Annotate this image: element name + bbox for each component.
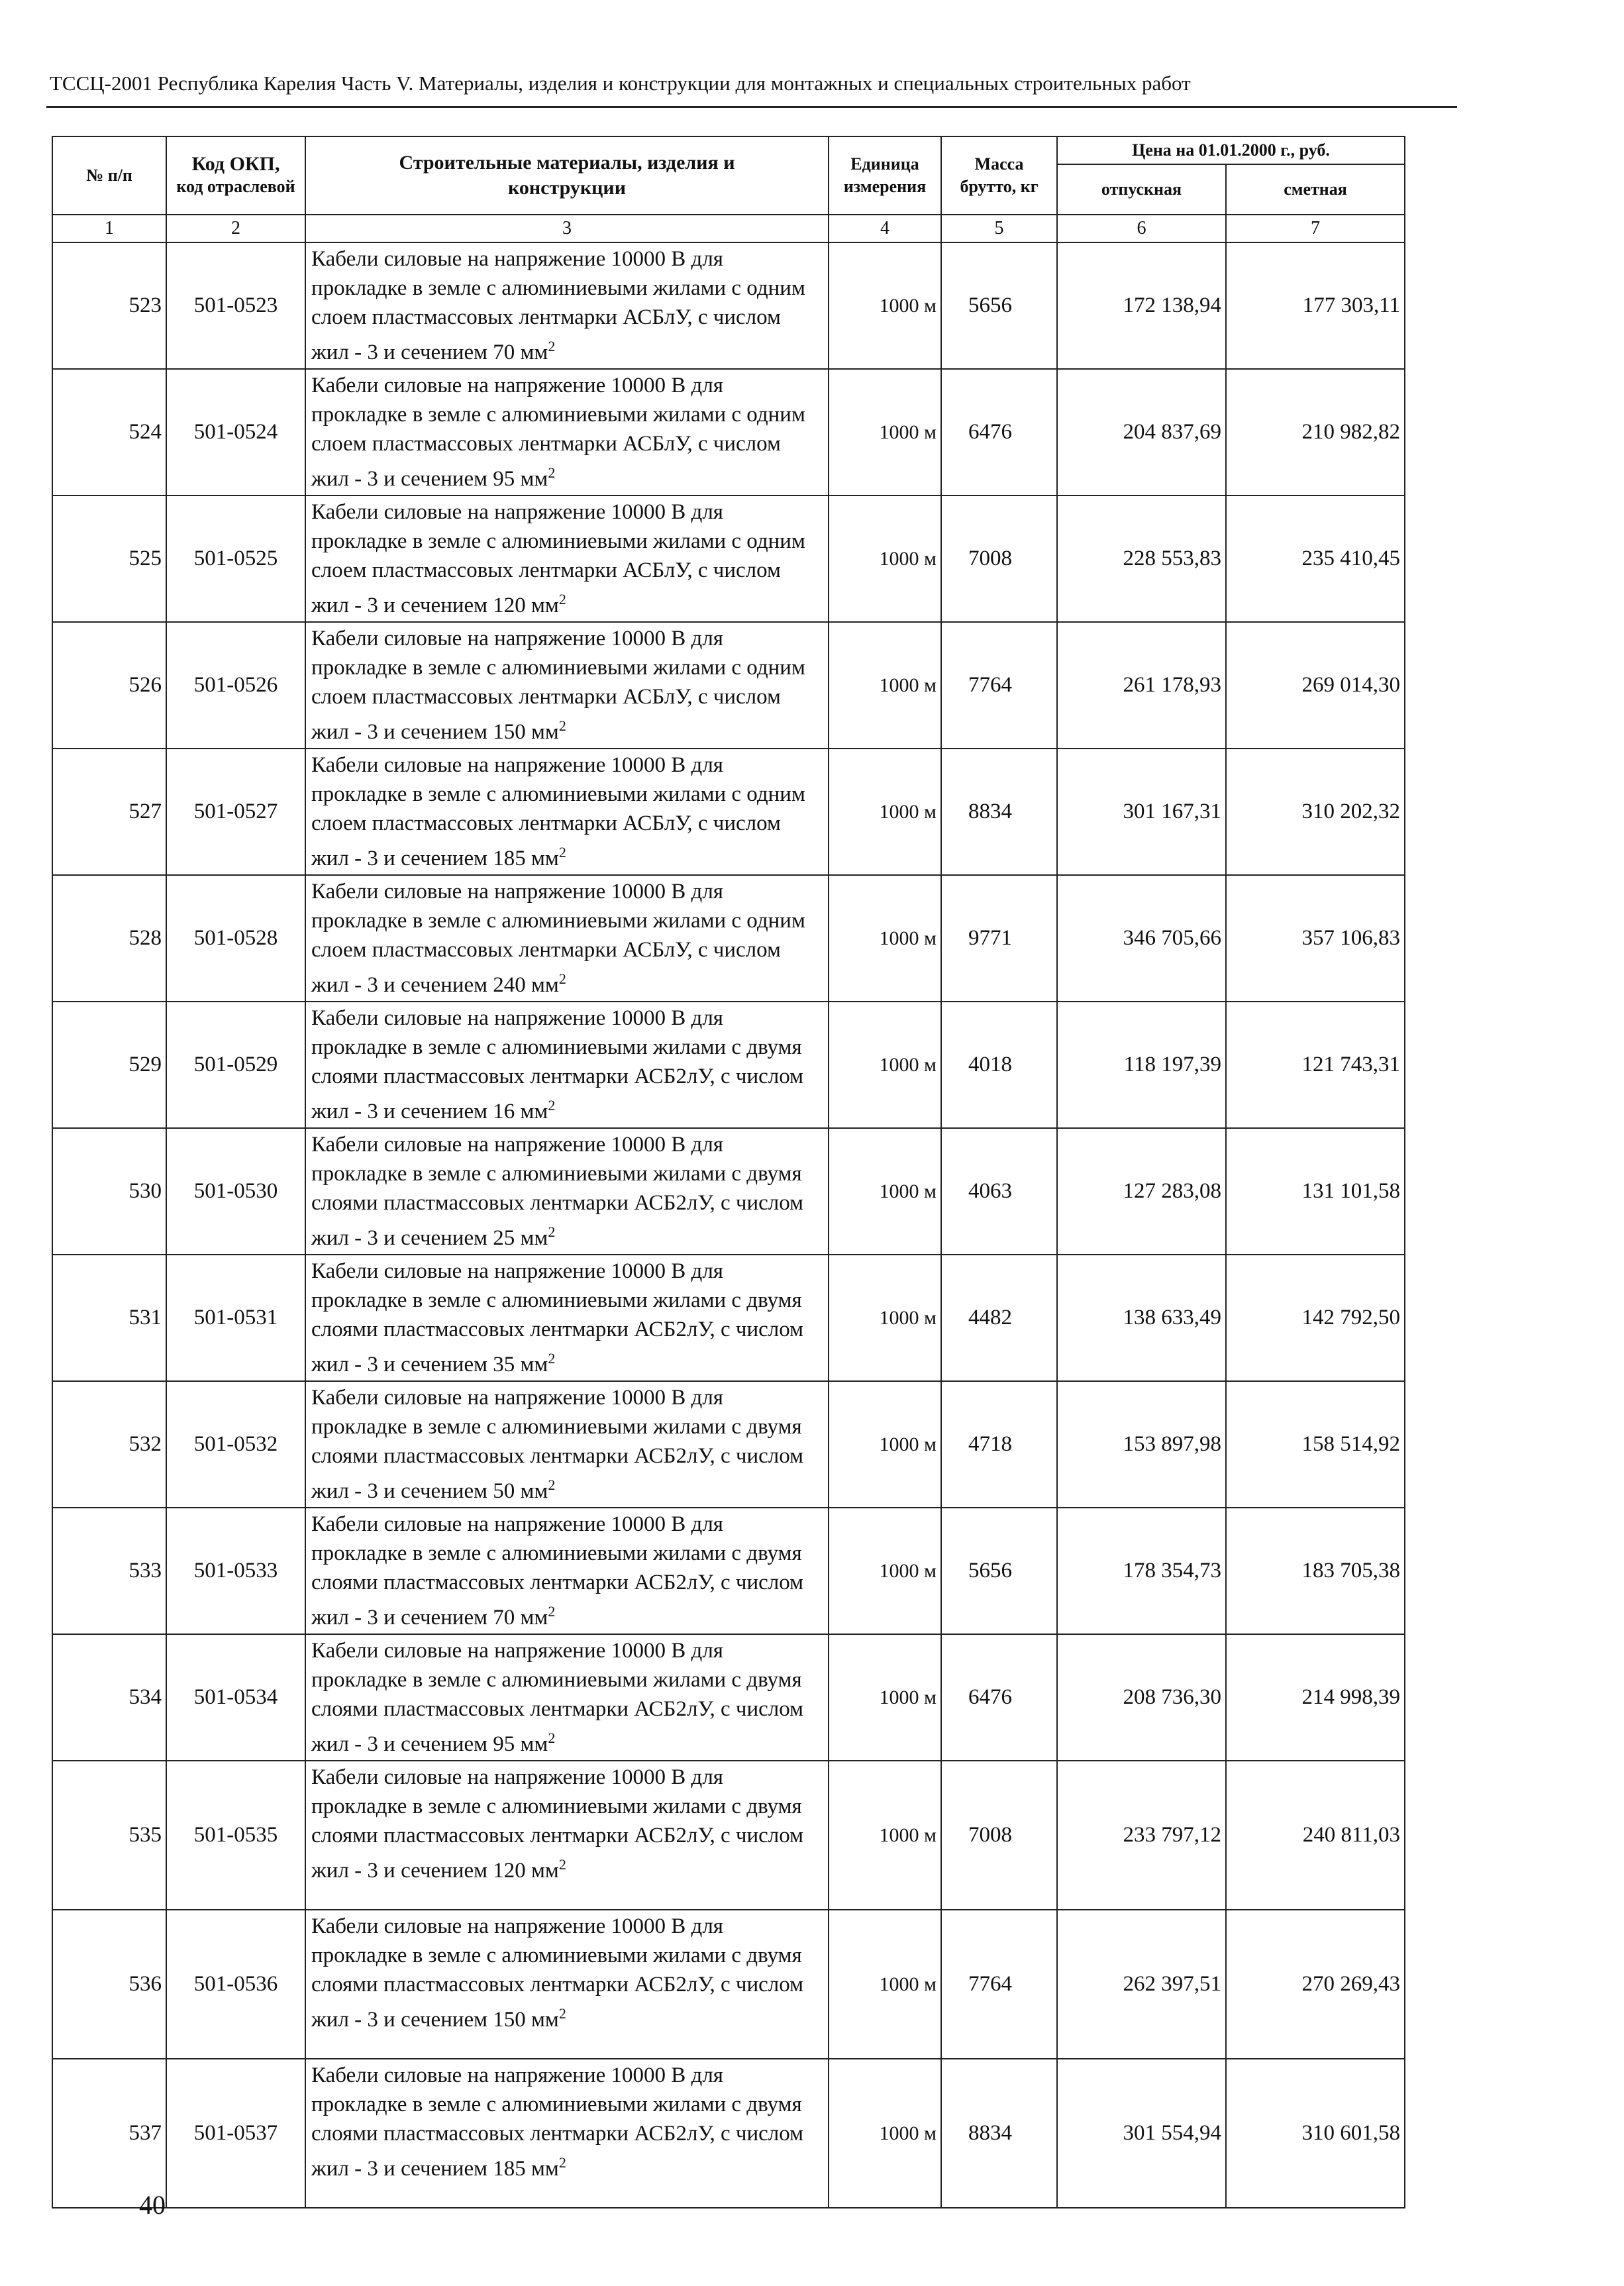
- row-price-estimate: [1226, 1381, 1405, 1508]
- row-code-text: 501-0523: [193, 293, 278, 317]
- row-price-release-text: 261 178,93: [1123, 673, 1221, 697]
- row-price-release: [1057, 369, 1226, 495]
- row-price-estimate-text: 177 303,11: [1302, 293, 1400, 317]
- column-number-row: [52, 215, 1405, 242]
- row-mass-text: 7008: [968, 546, 1012, 570]
- row-price-estimate-text: 131 101,58: [1301, 1179, 1400, 1203]
- row-mass-text: 4018: [968, 1053, 1012, 1076]
- table-row: [52, 622, 1405, 749]
- row-number: [52, 495, 166, 622]
- row-unit-text: 1000 м: [879, 927, 937, 949]
- row-price-estimate: [1226, 875, 1405, 1002]
- row-code: [166, 1381, 305, 1508]
- row-price-estimate-text: 357 106,83: [1301, 926, 1400, 950]
- row-description-text: Кабели силовые на напряжение 10000 В для прокладке в земле с алюминиевыми жилами с одним слоем пластмассовых лентмарки АСБлУ, с числом жил - 3 и сечением 150 мм: [311, 627, 805, 744]
- table-row: [52, 495, 1405, 622]
- row-price-estimate: [1226, 2059, 1405, 2208]
- table-row: [52, 1761, 1405, 1910]
- row-price-estimate-text: 121 743,31: [1301, 1053, 1400, 1076]
- row-code-text: 501-0537: [193, 2121, 278, 2145]
- row-code-text: 501-0532: [193, 1432, 278, 1456]
- row-description-text: Кабели силовые на напряжение 10000 В для прокладке в земле с алюминиевыми жилами с одним слоем пластмассовых лентмарки АСБлУ, с числом жил - 3 и сечением 95 мм: [311, 374, 805, 491]
- unit-superscript: 2: [558, 1856, 566, 1873]
- row-number: [52, 875, 166, 1002]
- row-price-release-text: 301 554,94: [1123, 2121, 1221, 2145]
- row-unit: [829, 1255, 941, 1381]
- row-code: [166, 875, 305, 1002]
- row-price-estimate: [1226, 242, 1405, 369]
- row-price-estimate-text: 210 982,82: [1301, 420, 1400, 444]
- row-mass: [941, 495, 1057, 622]
- row-code: [166, 1634, 305, 1761]
- row-number-text: 524: [128, 420, 162, 444]
- row-price-estimate: [1226, 1910, 1405, 2059]
- header-code-line1: Код ОКП,: [191, 153, 280, 175]
- row-number: [52, 242, 166, 369]
- row-number: [52, 1255, 166, 1381]
- row-number: [52, 369, 166, 495]
- row-code: [166, 622, 305, 749]
- row-number: [52, 622, 166, 749]
- row-price-release: [1057, 622, 1226, 749]
- row-code: [166, 369, 305, 495]
- row-code-text: 501-0533: [193, 1559, 278, 1583]
- row-unit-text: 1000 м: [879, 674, 937, 696]
- row-price-release-text: 153 897,98: [1123, 1432, 1221, 1456]
- row-price-release: [1057, 242, 1226, 369]
- row-unit: [829, 622, 941, 749]
- row-code: [166, 1910, 305, 2059]
- unit-superscript: 2: [548, 1477, 556, 1493]
- row-unit: [829, 1508, 941, 1634]
- header-price-release: отпускная: [1057, 164, 1226, 215]
- row-unit: [829, 1002, 941, 1128]
- row-code-text: 501-0525: [193, 546, 278, 570]
- table-row: [52, 369, 1405, 495]
- row-unit: [829, 2059, 941, 2208]
- row-code-text: 501-0534: [193, 1685, 278, 1709]
- header-divider: [46, 106, 1457, 108]
- table-row: [52, 1508, 1405, 1634]
- page-header-title: ТССЦ-2001 Республика Карелия Часть V. Материалы, изделия и конструкции для монтажных и специальных строительных работ: [50, 72, 1191, 95]
- row-unit-text: 1000 м: [879, 547, 937, 570]
- table-row: [52, 1128, 1405, 1255]
- row-mass: [941, 1381, 1057, 1508]
- row-unit: [829, 749, 941, 875]
- row-price-estimate-text: 142 792,50: [1301, 1306, 1400, 1329]
- row-mass: [941, 1002, 1057, 1128]
- row-unit-text: 1000 м: [879, 294, 937, 317]
- row-unit: [829, 1761, 941, 1910]
- column-number: 1: [52, 215, 166, 242]
- row-price-release: [1057, 749, 1226, 875]
- row-mass: [941, 875, 1057, 1002]
- table-row: [52, 242, 1405, 369]
- row-number-text: 530: [128, 1179, 162, 1203]
- row-description: [305, 749, 829, 875]
- row-description-text: Кабели силовые на напряжение 10000 В для прокладке в земле с алюминиевыми жилами с двумя слоями пластмассовых лентмарки АСБ2лУ, с числом жил - 3 и сечением 70 мм: [311, 1512, 803, 1630]
- row-unit: [829, 1381, 941, 1508]
- row-mass-text: 4063: [968, 1179, 1012, 1203]
- row-unit-text: 1000 м: [879, 1824, 937, 1846]
- table-row: [52, 1381, 1405, 1508]
- row-number: [52, 1508, 166, 1634]
- row-mass: [941, 1910, 1057, 2059]
- row-number: [52, 749, 166, 875]
- row-price-release-text: 118 197,39: [1123, 1053, 1221, 1076]
- row-price-release-text: 262 397,51: [1123, 1972, 1221, 1996]
- row-mass-text: 6476: [968, 420, 1012, 444]
- row-unit: [829, 369, 941, 495]
- row-price-release: [1057, 495, 1226, 622]
- row-code-text: 501-0529: [193, 1053, 278, 1076]
- row-unit-text: 1000 м: [879, 1306, 937, 1329]
- table-row: [52, 1255, 1405, 1381]
- unit-superscript: 2: [548, 1097, 556, 1114]
- row-description-text: Кабели силовые на напряжение 10000 В для прокладке в земле с алюминиевыми жилами с одним слоем пластмассовых лентмарки АСБлУ, с числом жил - 3 и сечением 185 мм: [311, 753, 805, 870]
- row-mass: [941, 622, 1057, 749]
- row-number-text: 534: [128, 1685, 162, 1709]
- row-price-release: [1057, 1002, 1226, 1128]
- row-unit: [829, 1910, 941, 2059]
- row-description-text: Кабели силовые на напряжение 10000 В для прокладке в земле с алюминиевыми жилами с одним слоем пластмассовых лентмарки АСБлУ, с числом жил - 3 и сечением 240 мм: [311, 880, 805, 997]
- row-description-text: Кабели силовые на напряжение 10000 В для прокладке в земле с алюминиевыми жилами с двумя слоями пластмассовых лентмарки АСБ2лУ, с числом жил - 3 и сечением 150 мм: [311, 1914, 803, 2032]
- row-unit-text: 1000 м: [879, 800, 937, 823]
- row-price-estimate-text: 310 601,58: [1301, 2121, 1400, 2145]
- table-row: [52, 1910, 1405, 2059]
- row-number: [52, 1761, 166, 1910]
- row-mass: [941, 242, 1057, 369]
- row-code: [166, 1255, 305, 1381]
- row-price-release-text: 346 705,66: [1123, 926, 1221, 950]
- row-mass-text: 5656: [968, 293, 1012, 317]
- page-number: 40: [139, 2190, 166, 2220]
- row-mass: [941, 1761, 1057, 1910]
- row-number: [52, 1128, 166, 1255]
- header-code-line2: код отраслевой: [176, 177, 295, 196]
- row-code: [166, 1128, 305, 1255]
- row-price-estimate-text: 270 269,43: [1301, 1972, 1400, 1996]
- row-code-text: 501-0528: [193, 926, 278, 950]
- row-unit-text: 1000 м: [879, 1559, 937, 1582]
- row-code: [166, 749, 305, 875]
- row-price-release: [1057, 1634, 1226, 1761]
- unit-superscript: 2: [548, 338, 556, 354]
- row-price-estimate: [1226, 1634, 1405, 1761]
- row-unit: [829, 242, 941, 369]
- row-mass-text: 4482: [968, 1306, 1012, 1329]
- row-description: [305, 495, 829, 622]
- row-price-release: [1057, 875, 1226, 1002]
- header-num: № п/п: [52, 136, 166, 215]
- row-unit: [829, 495, 941, 622]
- unit-superscript: 2: [558, 717, 566, 734]
- row-number: [52, 1634, 166, 1761]
- row-description: [305, 1910, 829, 2059]
- column-number: 7: [1226, 215, 1405, 242]
- row-unit-text: 1000 м: [879, 421, 937, 443]
- row-description: [305, 1255, 829, 1381]
- column-number: 2: [166, 215, 305, 242]
- row-description: [305, 875, 829, 1002]
- row-price-release-text: 233 797,12: [1123, 1823, 1221, 1847]
- row-code: [166, 2059, 305, 2208]
- row-unit: [829, 875, 941, 1002]
- row-number-text: 529: [128, 1053, 162, 1076]
- table-row: [52, 2059, 1405, 2208]
- row-unit-text: 1000 м: [879, 1686, 937, 1708]
- row-unit-text: 1000 м: [879, 1180, 937, 1202]
- header-price-group: Цена на 01.01.2000 г., руб.: [1057, 136, 1405, 164]
- row-number-text: 527: [128, 800, 162, 823]
- row-code-text: 501-0535: [193, 1823, 278, 1847]
- row-price-release-text: 208 736,30: [1123, 1685, 1221, 1709]
- row-price-release: [1057, 1761, 1226, 1910]
- row-unit: [829, 1634, 941, 1761]
- row-description: [305, 622, 829, 749]
- row-number-text: 523: [128, 293, 162, 317]
- row-number: [52, 1381, 166, 1508]
- row-mass: [941, 1128, 1057, 1255]
- row-code-text: 501-0530: [193, 1179, 278, 1203]
- row-price-release: [1057, 2059, 1226, 2208]
- row-mass-text: 7008: [968, 1823, 1012, 1847]
- row-number-text: 533: [128, 1559, 162, 1583]
- unit-superscript: 2: [548, 1730, 556, 1746]
- row-description-text: Кабели силовые на напряжение 10000 В для прокладке в земле с алюминиевыми жилами с двумя слоями пластмассовых лентмарки АСБ2лУ, с числом жил - 3 и сечением 16 мм: [311, 1006, 803, 1123]
- header-price-estimate: сметная: [1226, 164, 1405, 215]
- column-number: 3: [305, 215, 829, 242]
- row-description-text: Кабели силовые на напряжение 10000 В для прокладке в земле с алюминиевыми жилами с двумя слоями пластмассовых лентмарки АСБ2лУ, с числом жил - 3 и сечением 50 мм: [311, 1386, 803, 1503]
- row-description: [305, 1381, 829, 1508]
- row-price-estimate: [1226, 1255, 1405, 1381]
- row-description: [305, 1634, 829, 1761]
- row-code-text: 501-0531: [193, 1306, 278, 1329]
- row-code-text: 501-0536: [193, 1972, 278, 1996]
- row-price-release: [1057, 1910, 1226, 2059]
- row-description-text: Кабели силовые на напряжение 10000 В для прокладке в земле с алюминиевыми жилами с одним слоем пластмассовых лентмарки АСБлУ, с числом жил - 3 и сечением 120 мм: [311, 500, 805, 617]
- row-price-estimate: [1226, 622, 1405, 749]
- row-mass-text: 7764: [968, 1972, 1012, 1996]
- row-unit-text: 1000 м: [879, 1973, 937, 1995]
- column-number: 6: [1057, 215, 1226, 242]
- row-number: [52, 1910, 166, 2059]
- row-code: [166, 1002, 305, 1128]
- row-price-release: [1057, 1508, 1226, 1634]
- row-description-text: Кабели силовые на напряжение 10000 В для прокладке в земле с алюминиевыми жилами с двумя слоями пластмассовых лентмарки АСБ2лУ, с числом жил - 3 и сечением 25 мм: [311, 1133, 803, 1250]
- unit-superscript: 2: [558, 2154, 566, 2171]
- row-number-text: 535: [128, 1823, 162, 1847]
- row-price-estimate-text: 214 998,39: [1301, 1685, 1400, 1709]
- row-mass-text: 8834: [968, 800, 1012, 823]
- row-price-release: [1057, 1128, 1226, 1255]
- unit-superscript: 2: [548, 464, 556, 481]
- row-code: [166, 242, 305, 369]
- row-mass: [941, 749, 1057, 875]
- row-code: [166, 1508, 305, 1634]
- unit-superscript: 2: [548, 1350, 556, 1367]
- row-number: [52, 1002, 166, 1128]
- row-unit-text: 1000 м: [879, 1053, 937, 1076]
- row-number-text: 536: [128, 1972, 162, 1996]
- unit-superscript: 2: [558, 591, 566, 607]
- row-unit-text: 1000 м: [879, 2122, 937, 2144]
- row-price-estimate: [1226, 369, 1405, 495]
- row-description: [305, 1002, 829, 1128]
- row-mass-text: 4718: [968, 1432, 1012, 1456]
- row-price-release-text: 172 138,94: [1123, 293, 1221, 317]
- row-code-text: 501-0524: [193, 420, 278, 444]
- row-mass: [941, 2059, 1057, 2208]
- row-code: [166, 1761, 305, 1910]
- row-number-text: 532: [128, 1432, 162, 1456]
- header-name: Строительные материалы, изделия и конструкции: [305, 136, 829, 215]
- row-price-release: [1057, 1255, 1226, 1381]
- row-price-estimate-text: 269 014,30: [1301, 673, 1400, 697]
- row-price-release-text: 138 633,49: [1123, 1306, 1221, 1329]
- row-code: [166, 495, 305, 622]
- row-unit: [829, 1128, 941, 1255]
- row-mass: [941, 369, 1057, 495]
- row-number-text: 531: [128, 1306, 162, 1329]
- row-price-estimate-text: 158 514,92: [1301, 1432, 1400, 1456]
- row-price-estimate-text: 183 705,38: [1301, 1559, 1400, 1583]
- row-number-text: 537: [128, 2121, 162, 2145]
- column-number: 5: [941, 215, 1057, 242]
- row-mass: [941, 1255, 1057, 1381]
- unit-superscript: 2: [548, 1603, 556, 1620]
- row-price-estimate: [1226, 1002, 1405, 1128]
- unit-superscript: 2: [558, 844, 566, 860]
- header-code: [166, 136, 305, 215]
- row-description: [305, 1508, 829, 1634]
- row-price-estimate: [1226, 495, 1405, 622]
- unit-superscript: 2: [558, 970, 566, 987]
- row-mass-text: 6476: [968, 1685, 1012, 1709]
- table-row: [52, 749, 1405, 875]
- row-description: [305, 1761, 829, 1910]
- row-code-text: 501-0527: [193, 800, 278, 823]
- row-description-text: Кабели силовые на напряжение 10000 В для прокладке в земле с алюминиевыми жилами с двумя слоями пластмассовых лентмарки АСБ2лУ, с числом жил - 3 и сечением 185 мм: [311, 2063, 803, 2181]
- row-mass-text: 8834: [968, 2121, 1012, 2145]
- row-description: [305, 369, 829, 495]
- row-number-text: 528: [128, 926, 162, 950]
- row-price-release-text: 204 837,69: [1123, 420, 1221, 444]
- row-description: [305, 2059, 829, 2208]
- column-number: 4: [829, 215, 941, 242]
- row-price-estimate-text: 240 811,03: [1302, 1823, 1400, 1847]
- row-price-estimate-text: 310 202,32: [1301, 800, 1400, 823]
- row-mass-text: 7764: [968, 673, 1012, 697]
- row-number-text: 526: [128, 673, 162, 697]
- table-body: [52, 242, 1405, 2208]
- header-unit: Единица измерения: [829, 136, 941, 215]
- row-code-text: 501-0526: [193, 673, 278, 697]
- row-unit-text: 1000 м: [879, 1433, 937, 1455]
- price-table: [52, 136, 1405, 2208]
- row-number: [52, 2059, 166, 2208]
- row-price-release-text: 301 167,31: [1123, 800, 1221, 823]
- table-row: [52, 875, 1405, 1002]
- row-description-text: Кабели силовые на напряжение 10000 В для прокладке в земле с алюминиевыми жилами с двумя слоями пластмассовых лентмарки АСБ2лУ, с числом жил - 3 и сечением 35 мм: [311, 1259, 803, 1377]
- row-description-text: Кабели силовые на напряжение 10000 В для прокладке в земле с алюминиевыми жилами с двумя слоями пластмассовых лентмарки АСБ2лУ, с числом жил - 3 и сечением 95 мм: [311, 1639, 803, 1756]
- row-mass-text: 5656: [968, 1559, 1012, 1583]
- row-price-estimate: [1226, 749, 1405, 875]
- row-description-text: Кабели силовые на напряжение 10000 В для прокладке в земле с алюминиевыми жилами с двумя слоями пластмассовых лентмарки АСБ2лУ, с числом жил - 3 и сечением 120 мм: [311, 1765, 803, 1883]
- row-price-estimate: [1226, 1128, 1405, 1255]
- row-price-estimate: [1226, 1508, 1405, 1634]
- row-price-release-text: 178 354,73: [1123, 1559, 1221, 1583]
- row-mass-text: 9771: [968, 926, 1012, 950]
- row-number-text: 525: [128, 546, 162, 570]
- header-mass: Масса брутто, кг: [941, 136, 1057, 215]
- row-description: [305, 242, 829, 369]
- row-price-release-text: 127 283,08: [1123, 1179, 1221, 1203]
- unit-superscript: 2: [548, 1223, 556, 1240]
- row-mass: [941, 1634, 1057, 1761]
- row-price-release-text: 228 553,83: [1123, 546, 1221, 570]
- table-row: [52, 1634, 1405, 1761]
- row-mass: [941, 1508, 1057, 1634]
- table-row: [52, 1002, 1405, 1128]
- row-description-text: Кабели силовые на напряжение 10000 В для прокладке в земле с алюминиевыми жилами с одним слоем пластмассовых лентмарки АСБлУ, с числом жил - 3 и сечением 70 мм: [311, 247, 805, 364]
- unit-superscript: 2: [558, 2005, 566, 2022]
- row-description: [305, 1128, 829, 1255]
- row-price-release: [1057, 1381, 1226, 1508]
- row-price-estimate-text: 235 410,45: [1301, 546, 1400, 570]
- row-price-estimate: [1226, 1761, 1405, 1910]
